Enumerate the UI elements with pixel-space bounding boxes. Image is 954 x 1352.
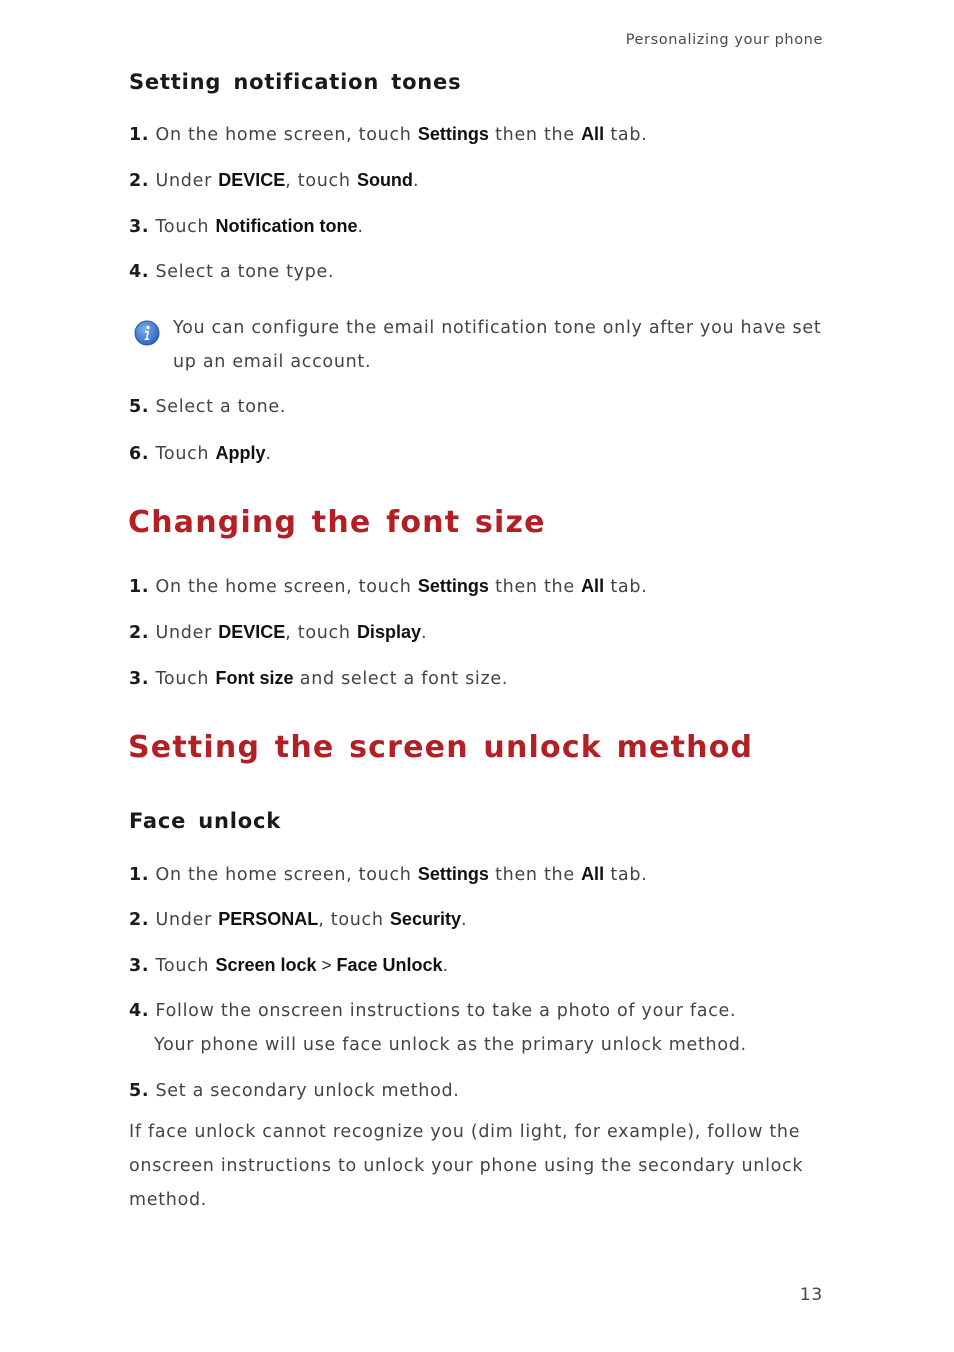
- list-item: 5. Set a secondary unlock method.: [129, 1081, 460, 1101]
- list-item: 4. Select a tone type.: [129, 262, 335, 282]
- body-paragraph: If face unlock cannot recognize you (dim light, for example), follow the onscreen instructions to unlock your phone using the secondary unlock method.: [129, 1122, 804, 1210]
- list-item: 6. Touch Apply.: [129, 443, 272, 464]
- list-item: 4. Follow the onscreen instructions to take a photo of your face. Your phone will use face unlock as the primary unlock method.: [129, 994, 829, 1062]
- section-title-notification-tones: Setting notification tones: [129, 70, 462, 94]
- list-item: 5. Select a tone.: [129, 397, 287, 417]
- note-text: You can configure the email notification tone only after you have set up an email account.: [173, 318, 822, 372]
- section-title-font-size: Changing the font size: [128, 505, 546, 540]
- subsection-title-face-unlock: Face unlock: [129, 809, 282, 833]
- list-item: 2. Under DEVICE, touch Display.: [129, 622, 428, 643]
- list-item: 1. On the home screen, touch Settings then the All tab.: [129, 576, 648, 597]
- info-icon: [134, 320, 160, 346]
- list-item: 3. Touch Screen lock > Face Unlock.: [129, 955, 449, 976]
- list-item: 1. On the home screen, touch Settings then the All tab.: [129, 124, 648, 145]
- list-item: 2. Under DEVICE, touch Sound.: [129, 170, 420, 191]
- list-item: 3. Touch Notification tone.: [129, 216, 364, 237]
- list-item: 2. Under PERSONAL, touch Security.: [129, 909, 468, 930]
- list-item: 1. On the home screen, touch Settings then the All tab.: [129, 864, 648, 885]
- running-header: Personalizing your phone: [625, 32, 823, 48]
- list-item: 3. Touch Font size and select a font size.: [129, 668, 509, 689]
- page-number: 13: [799, 1285, 823, 1305]
- step-sub-text: Your phone will use face unlock as the primary unlock method.: [154, 1035, 747, 1055]
- section-title-screen-unlock: Setting the screen unlock method: [128, 730, 754, 765]
